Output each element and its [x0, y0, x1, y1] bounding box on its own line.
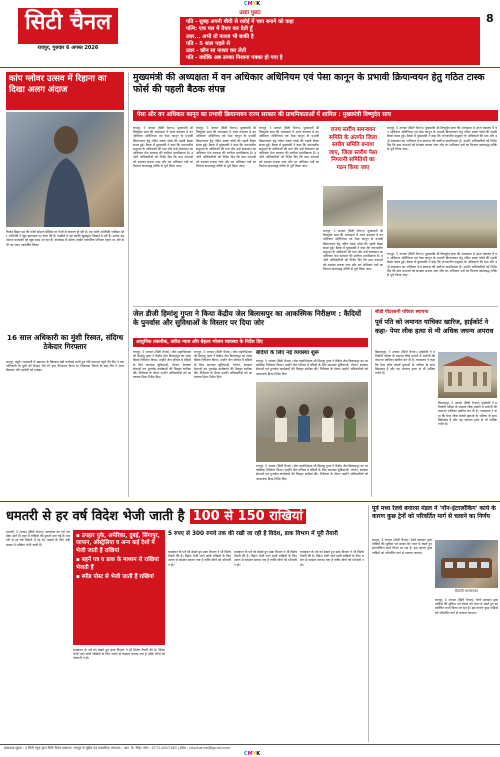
- group-people-icon: [256, 382, 368, 462]
- person-silhouette-icon: [6, 112, 124, 227]
- bottom-story-intro: धमतरी, 5 अगस्त (सिटी चैनल)। रक्षाबंधन का पर्व नजदीक आते ही शहर में राखियों की दुकानें सज गई हैं। धमतरी से हर वर्ष विदेशों में रह रहे भाइयों के लिए बड़ी संख्या में राखियां भेजी जाती हैं।: [6, 530, 70, 547]
- ticker-line: उधर... अभी तो नाश्ता भी बाकी है: [186, 33, 254, 40]
- main-story-body-col6: रायपुर, 5 अगस्त (सिटी चैनल)। मुख्यमंत्री श्री विष्णुदेव साय की अध्यक्षता में आज मंत्रालय में वन अधिकार अधिनियम एवं पेसा कानून के प्रभावी क्रियान्वयन हेतु गठित टास्क फोर्स की पहली बैठक संपन्न हुई। बैठक में मुख्यमंत्री ने कहा कि जनजातीय समुदाय के अधिकारों की रक्षा और उन्हें स्वशासन का अधिकार देना सरकार की सर्वोच्च प्राथमिकता है। उन्होंने अधिकारियों को निर्देश दिए कि ग्राम सभाओं को सशक्त बनाया जाए और वन अधिकार पत्रों का वितरण समयबद्ध तरीके से पूर्ण किया जाए।: [387, 252, 497, 278]
- column-divider: [368, 505, 369, 742]
- masthead-title: सिटी चैनल: [24, 10, 112, 35]
- ticker-line: पति - 5 साल पहले से: [186, 40, 231, 47]
- section-rule: [0, 501, 500, 502]
- main-highlight-text: राज्य स्तरीय समन्वयन समिति के अंतर्गत जिला स्तरीय समिति बनाया जाए, जिला स्तरीय पेसा निगरानी समितियों का गठन किया जाए: [328, 127, 378, 171]
- bottom-right-headline: पूर्व मध्य रेलवे बनारस मंडल ने 'नॉन-इंटरलॉकिंग' कार्य के कारण कुछ ट्रेनों को परिवर्तित मार्ग से चलाने का निर्णय: [372, 505, 496, 520]
- bullet-item-text: उपहार युके, अमेरिका, दुबई, सिंगापुर, जापान, ऑस्ट्रेलिया व अन्य कई देशों में भेजी जाती हैं राखियां: [76, 533, 160, 554]
- bullet-item: ▪ बहनें पत्र व डाक के माध्यम से राखियां भेजती हैं: [76, 557, 159, 571]
- footer-imprint: प्रकाशक मुद्रक : ए सिटी न्यूज़ द्वारा सिटी चैनल प्रकाशन, रायपुर से मुद्रित एवं प्रकाशित। संपादक : आर. के. सिंह। फोन : 0771-4017140 | ईमेल : citychannel@gmail.com: [4, 746, 230, 750]
- right-story-kicker: सीडी पीटरसनी परिवार स्थापना: [375, 310, 429, 315]
- bullet-item: ▪ स्पीड पोस्ट से भेजी जाती हैं राखियां: [76, 574, 154, 581]
- railway-photo-caption: दिवानी भास्करकर: [454, 589, 479, 593]
- main-story-headline-box: [133, 72, 498, 108]
- bottom-story-body-col3: रक्षाबंधन के पर्व को देखते हुए डाक विभाग ने भी विशेष तैयारी की है। विदेश भेजी जाने वाली राखियों के लिए अलग से काउंटर बनाया गया है ताकि लोगों को परेशानी न हो।: [168, 550, 231, 567]
- cmyk-top-mark: CMYK: [243, 1, 261, 7]
- jail-story-subhead: आधुनिक तकनीक, त्वरित न्याय और बेहतर भोजन व्यवस्था के निर्देश दिए: [133, 338, 368, 347]
- bottom-story-body-col4: रक्षाबंधन के पर्व को देखते हुए डाक विभाग ने भी विशेष तैयारी की है। विदेश भेजी जाने वाली राखियों के लिए अलग से काउंटर बनाया गया है ताकि लोगों को परेशानी न हो।: [234, 550, 297, 567]
- jail-side-headline-box: [256, 350, 368, 380]
- cmyk-bottom-mark: CMYK: [243, 751, 261, 757]
- bottom-story-headline-highlight: 100 से 150 राखियां: [190, 509, 306, 524]
- bottom-story-body-col2: रक्षाबंधन के पर्व को देखते हुए डाक विभाग ने भी विशेष तैयारी की है। विदेश भेजी जाने वाली राखियों के लिए अलग से काउंटर बनाया गया है ताकि लोगों को परेशानी न हो।: [73, 648, 165, 661]
- column-divider: [128, 72, 129, 497]
- ticker-line: पति - क्योंकि अब उनका निशाना पक्का हो गया है: [186, 55, 283, 62]
- main-story-subhead: पेसा और वन अधिकार कानून का प्रभावी क्रियान्वयन राज्य सरकार की प्राथमिकताओं में शामिल : मुख्यमंत्री विष्णुदेव साय: [133, 110, 498, 121]
- bottom-subhead-box: [168, 530, 364, 548]
- main-story-body-col1: रायपुर, 5 अगस्त (सिटी चैनल)। मुख्यमंत्री श्री विष्णुदेव साय की अध्यक्षता में आज मंत्रालय में वन अधिकार अधिनियम एवं पेसा कानून के प्रभावी क्रियान्वयन हेतु गठित टास्क फोर्स की पहली बैठक संपन्न हुई। बैठक में मुख्यमंत्री ने कहा कि जनजातीय समुदाय के अधिकारों की रक्षा और उन्हें स्वशासन का अधिकार देना सरकार की सर्वोच्च प्राथमिकता है। उन्होंने अधिकारियों को निर्देश दिए कि ग्राम सभाओं को सशक्त बनाया जाए और वन अधिकार पत्रों का वितरण समयबद्ध तरीके से पूर्ण किया जाए।: [133, 126, 193, 168]
- ticker-box: [180, 17, 480, 65]
- right-story-headline: पूर्व पति को जमानत याचिका खारिज, हाईकोर्ट ने कहा- पेपर लीक हत्या से भी अधिक जघन्य अपराध: [375, 318, 494, 335]
- bottom-right-body-col2: रायपुर, 5 अगस्त (सिटी चैनल)। रेलवे प्रशासन द्वारा यात्रियों की सुविधा एवं संरक्षा को ध्यान में रखते हुए इंटरलॉकिंग कार्य किया जा रहा है। इस कारण कुछ गाड़ियों को परिवर्तित मार्ग से चलाया जाएगा।: [435, 598, 498, 615]
- left-second-body: रायपुर, ब्यूरो। राजधानी में भ्रष्टाचार के खिलाफ बड़ी कार्रवाई करते हुए एंटी करप्शन ब्यूरो की टीम ने एक अधिकारी के मुंशी को रिश्वत लेते रंगे हाथ गिरफ्तार किया है। शिकायत मिलने के बाद टीम ने जाल बिछाया और आरोपी को पकड़ा।: [6, 360, 124, 373]
- bottom-story-headline-box: [6, 505, 366, 527]
- jail-side-headline: बंदियों के लिए नई व्यवस्था शुरू: [256, 350, 319, 356]
- bullet-item: ▪ उपहार युके, अमेरिका, दुबई, सिंगापुर, जापान, ऑस्ट्रेलिया व अन्य कई देशों में भेजी जाती हैं राखियां: [76, 533, 160, 554]
- court-building-photo: [438, 352, 497, 398]
- right-story-body-col2: बिलासपुर, 5 अगस्त (सिटी चैनल)। हाईकोर्ट ने प्रतियोगी परीक्षा के प्रश्नपत्र लीक मामले में आरोपी की जमानत याचिका खारिज कर दी है। न्यायालय ने कहा कि पेपर लीक लाखों युवाओं के भविष्य के साथ खिलवाड़ है और यह अपराध हत्या से भी अधिक गंभीर है।: [438, 401, 497, 427]
- main-story-headline: मुख्यमंत्री की अध्यक्षता में वन अधिकार अधिनियम एवं पेसा कानून के प्रभावी क्रियान्वयन हेतु गठित टास्क फोर्स की पहली बैठक संपन्न: [133, 72, 485, 95]
- jail-side-body: रायपुर, 5 अगस्त (सिटी चैनल)। जेल महानिदेशक श्री हिमांशु गुप्ता ने केंद्रीय जेल बिलासपुर का आकस्मिक निरीक्षण किया। उन्होंने जेल परिसर में बंदियों के लिए उपलब्ध सुविधाओं, भोजन, स्वास्थ्य सेवाओं एवं पुनर्वास कार्यक्रमों की विस्तृत समीक्षा की। निरीक्षण के दौरान उन्होंने अधिकारियों को आवश्यक दिशा-निर्देश दिए।: [256, 359, 368, 376]
- meeting-photo-large: [387, 200, 497, 248]
- column-divider: [371, 309, 372, 497]
- left-story-headline-box: [6, 72, 124, 110]
- train-icon: [435, 540, 498, 588]
- bottom-right-headline-box: [372, 505, 498, 535]
- main-story-body-col2: रायपुर, 5 अगस्त (सिटी चैनल)। मुख्यमंत्री श्री विष्णुदेव साय की अध्यक्षता में आज मंत्रालय में वन अधिकार अधिनियम एवं पेसा कानून के प्रभावी क्रियान्वयन हेतु गठित टास्क फोर्स की पहली बैठक संपन्न हुई। बैठक में मुख्यमंत्री ने कहा कि जनजातीय समुदाय के अधिकारों की रक्षा और उन्हें स्वशासन का अधिकार देना सरकार की सर्वोच्च प्राथमिकता है। उन्होंने अधिकारियों को निर्देश दिए कि ग्राम सभाओं को सशक्त बनाया जाए और वन अधिकार पत्रों का वितरण समयबद्ध तरीके से पूर्ण किया जाए।: [196, 126, 256, 168]
- masthead-block: [18, 8, 118, 44]
- left-second-headline: 16 साल अधिकारी का मुंशी रिस्वत, संदिग्ध ठेकेदार गिरफ्तार: [6, 333, 124, 351]
- bottom-subhead: 5 रुपए से 300 रुपये तक की रखी जा रही है विदेश, डाक विभाग में पूरी तैयारी: [168, 531, 338, 537]
- bottom-story-body-col5: रक्षाबंधन के पर्व को देखते हुए डाक विभाग ने भी विशेष तैयारी की है। विदेश भेजी जाने वाली राखियों के लिए अलग से काउंटर बनाया गया है ताकि लोगों को परेशानी न हो।: [300, 550, 364, 567]
- jail-story-headline: जेल डीजी हिमांशु गुप्ता ने किया केंद्रीय जेल बिलासपुर का आकस्मिक निरीक्षण : कैदियों के पुनर्वास और सुविधाओं के विस्तार पर दिया जोर: [133, 309, 361, 328]
- bullet-item-text: बहनें पत्र व डाक के माध्यम से राखियां भेजती हैं: [76, 557, 159, 571]
- jail-story-body-col2: रायपुर, 5 अगस्त (सिटी चैनल)। जेल महानिदेशक श्री हिमांशु गुप्ता ने केंद्रीय जेल बिलासपुर का आकस्मिक निरीक्षण किया। उन्होंने जेल परिसर में बंदियों के लिए उपलब्ध सुविधाओं, भोजन, स्वास्थ्य सेवाओं एवं पुनर्वास कार्यक्रमों की विस्तृत समीक्षा की। निरीक्षण के दौरान उन्होंने अधिकारियों को आवश्यक दिशा-निर्देश दिए।: [194, 350, 252, 380]
- bottom-story-headline: धमतरी से हर वर्ष विदेश भेजी जाती है: [6, 509, 185, 524]
- bottom-bullet-box: [73, 530, 165, 645]
- meeting-photo-small: [323, 186, 383, 226]
- city-date: रायपुर, गुरुवार 6 अगस्त 2026: [37, 45, 99, 51]
- ticker-line: पत्नि: एक पल में तैयार कर देती हूँ: [186, 26, 253, 33]
- bullet-item-text: स्पीड पोस्ट से भेजी जाती हैं राखियां: [81, 574, 154, 581]
- main-story-body-col5: रायपुर, 5 अगस्त (सिटी चैनल)। मुख्यमंत्री श्री विष्णुदेव साय की अध्यक्षता में आज मंत्रालय में वन अधिकार अधिनियम एवं पेसा कानून के प्रभावी क्रियान्वयन हेतु गठित टास्क फोर्स की पहली बैठक संपन्न हुई। बैठक में मुख्यमंत्री ने कहा कि जनजातीय समुदाय के अधिकारों की रक्षा और उन्हें स्वशासन का अधिकार देना सरकार की सर्वोच्च प्राथमिकता है। उन्होंने अधिकारियों को निर्देश दिए कि ग्राम सभाओं को सशक्त बनाया जाए और वन अधिकार पत्रों का वितरण समयबद्ध तरीके से पूर्ण किया जाए।: [387, 126, 497, 152]
- section-rule: [133, 306, 498, 307]
- tagline: उल्टा पुल्टा: [239, 10, 261, 16]
- railway-photo: [435, 540, 498, 588]
- ticker-line: पति - सुबह अपनी बीवी से रसोई में चाय बनाने को कहा: [186, 19, 294, 25]
- right-story-body-col1: बिलासपुर, 5 अगस्त (सिटी चैनल)। हाईकोर्ट ने प्रतियोगी परीक्षा के प्रश्नपत्र लीक मामले में आरोपी की जमानत याचिका खारिज कर दी है। न्यायालय ने कहा कि पेपर लीक लाखों युवाओं के भविष्य के साथ खिलवाड़ है और यह अपराध हत्या से भी अधिक गंभीर है।: [375, 350, 435, 376]
- main-story-body-col4: रायपुर, 5 अगस्त (सिटी चैनल)। मुख्यमंत्री श्री विष्णुदेव साय की अध्यक्षता में आज मंत्रालय में वन अधिकार अधिनियम एवं पेसा कानून के प्रभावी क्रियान्वयन हेतु गठित टास्क फोर्स की पहली बैठक संपन्न हुई। बैठक में मुख्यमंत्री ने कहा कि जनजातीय समुदाय के अधिकारों की रक्षा और उन्हें स्वशासन का अधिकार देना सरकार की सर्वोच्च प्राथमिकता है। उन्होंने अधिकारियों को निर्देश दिए कि ग्राम सभाओं को सशक्त बनाया जाए और वन अधिकार पत्रों का वितरण समयबद्ध तरीके से पूर्ण किया जाए।: [323, 229, 383, 271]
- main-story-body-col3: रायपुर, 5 अगस्त (सिटी चैनल)। मुख्यमंत्री श्री विष्णुदेव साय की अध्यक्षता में आज मंत्रालय में वन अधिकार अधिनियम एवं पेसा कानून के प्रभावी क्रियान्वयन हेतु गठित टास्क फोर्स की पहली बैठक संपन्न हुई। बैठक में मुख्यमंत्री ने कहा कि जनजातीय समुदाय के अधिकारों की रक्षा और उन्हें स्वशासन का अधिकार देना सरकार की सर्वोच्च प्राथमिकता है। उन्होंने अधिकारियों को निर्देश दिए कि ग्राम सभाओं को सशक्त बनाया जाए और वन अधिकार पत्रों का वितरण समयबद्ध तरीके से पूर्ण किया जाए।: [259, 126, 319, 168]
- left-story-body: विनोद बिहार यह की फोटो सोशल मीडिया पर तेजी से वायरल हो रही है। यह फोटो अमेरिकी गायिका और अभिनेत्री ने खुद इंस्टाग्राम पर शेयर की है। तस्वीरों में वह काफी खूबसूरत दिखाई दे रही है। उनका यह अंदाज प्रशंसकों को खूब पसंद आ रहा है। कार्यक्रम के दौरान उन्होंने पारंपरिक परिधान पहना था और सभी का ध्यान आकर्षित किया।: [6, 230, 124, 247]
- jail-inspection-photo: [256, 382, 368, 462]
- left-story-headline: कांप ग्लोवर उत्सव में रिहाना का दिखा अलग अंदाज: [9, 74, 107, 95]
- bottom-right-body-col1: रायपुर, 5 अगस्त (सिटी चैनल)। रेलवे प्रशासन द्वारा यात्रियों की सुविधा एवं संरक्षा को ध्यान में रखते हुए इंटरलॉकिंग कार्य किया जा रहा है। इस कारण कुछ गाड़ियों को परिवर्तित मार्ग से चलाया जाएगा।: [372, 538, 432, 555]
- left-second-headline-box: [6, 333, 124, 357]
- jail-story-body-col3: रायपुर, 5 अगस्त (सिटी चैनल)। जेल महानिदेशक श्री हिमांशु गुप्ता ने केंद्रीय जेल बिलासपुर का आकस्मिक निरीक्षण किया। उन्होंने जेल परिसर में बंदियों के लिए उपलब्ध सुविधाओं, भोजन, स्वास्थ्य सेवाओं एवं पुनर्वास कार्यक्रमों की विस्तृत समीक्षा की। निरीक्षण के दौरान उन्होंने अधिकारियों को आवश्यक दिशा-निर्देश दिए।: [256, 464, 368, 481]
- building-icon: [438, 352, 497, 398]
- header-rule: [0, 67, 500, 68]
- jail-story-headline-box: [133, 309, 368, 337]
- ticker-line: उधर - कौन सा नाश्ता कर लेती: [186, 48, 247, 55]
- rihanna-photo: [6, 112, 124, 227]
- main-highlight-box: [323, 124, 383, 184]
- right-story-headline-box: [375, 318, 497, 348]
- jail-story-body-col1: रायपुर, 5 अगस्त (सिटी चैनल)। जेल महानिदेशक श्री हिमांशु गुप्ता ने केंद्रीय जेल बिलासपुर का आकस्मिक निरीक्षण किया। उन्होंने जेल परिसर में बंदियों के लिए उपलब्ध सुविधाओं, भोजन, स्वास्थ्य सेवाओं एवं पुनर्वास कार्यक्रमों की विस्तृत समीक्षा की। निरीक्षण के दौरान उन्होंने अधिकारियों को आवश्यक दिशा-निर्देश दिए।: [133, 350, 191, 380]
- page-number: 8: [486, 12, 494, 25]
